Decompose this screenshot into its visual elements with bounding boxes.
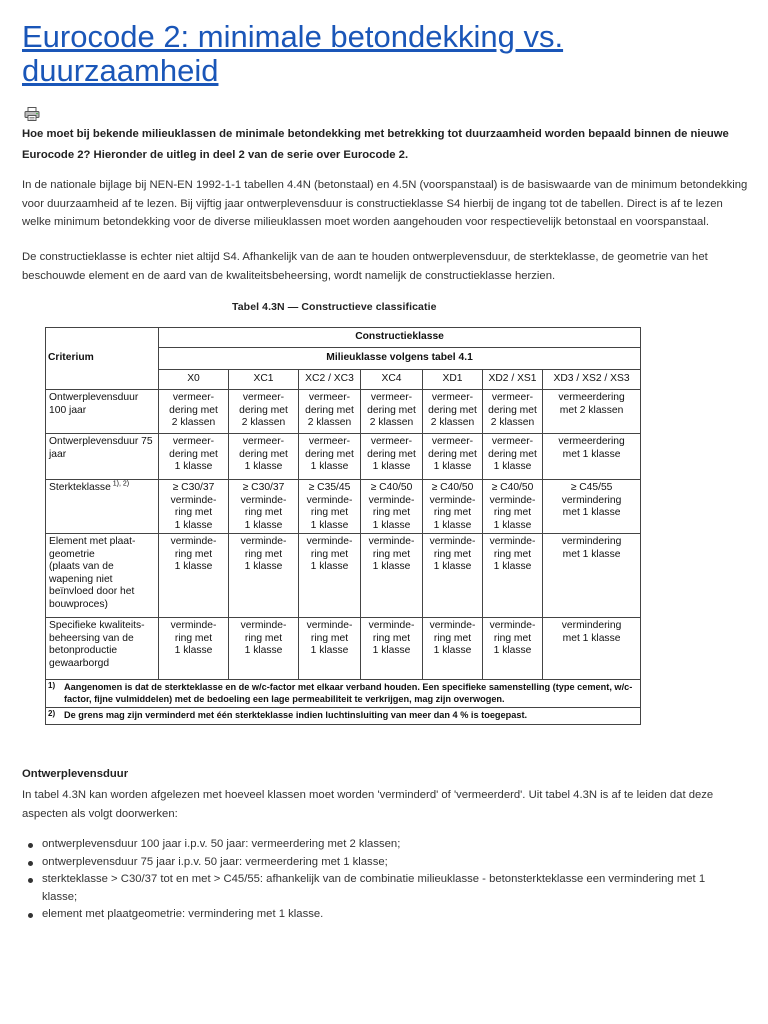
bullet-dot-icon <box>28 878 33 883</box>
table-caption: Tabel 4.3N — Constructieve classificatie <box>232 301 437 313</box>
table-cell: vermindering met 1 klasse <box>543 618 641 680</box>
table-cell: vermeer- dering met 2 klassen <box>159 390 229 434</box>
footnote-mark: 2) <box>48 709 56 718</box>
footnote-text: Aangenomen is dat de sterkteklasse en de w/c-factor met elkaar verband houden. Een specifieke samenstelling (type cement, w/c-factor, fijne vulmiddelen) met de bedoeling een lage permeabiliteit te verkrijgen, mag zijn overwogen. <box>64 682 633 704</box>
table-cell: verminde- ring met 1 klasse <box>483 618 543 680</box>
column-header-3: XC4 <box>361 370 423 390</box>
section-heading: Ontwerplevensduur <box>22 768 129 780</box>
bullet-dot-icon <box>28 861 33 866</box>
table-cell: verminde- ring met 1 klasse <box>361 534 423 618</box>
column-header-4: XD1 <box>423 370 483 390</box>
table-cell: vermeer- dering met 2 klassen <box>361 390 423 434</box>
row-label: Specifieke kwaliteits- beheersing van de betonproductie gewaarborgd <box>46 618 159 680</box>
table-cell: vermeer- dering met 2 klassen <box>299 390 361 434</box>
table-cell: vermeer- dering met 1 klasse <box>483 434 543 480</box>
table-cell: vermeer- dering met 2 klassen <box>423 390 483 434</box>
table-cell: vermeer- dering met 1 klasse <box>361 434 423 480</box>
paragraph-3: In tabel 4.3N kan worden afgelezen met hoeveel klassen moet worden 'verminderd' of 'vermeerderd'. Uit tabel 4.3N is af te leiden dat deze aspecten als volgt doorwerken: <box>22 789 714 820</box>
table-cell: ≥ C30/37 verminde- ring met 1 klasse <box>229 480 299 534</box>
table-cell: verminde- ring met 1 klasse <box>423 534 483 618</box>
table-cell: vermeer- dering met 2 klassen <box>229 390 299 434</box>
paragraph-1: In de nationale bijlage bij NEN-EN 1992-1-1 tabellen 4.4N (betonstaal) en 4.5N (voorspanstaal) is de basiswaarde van de minimum betondekking voor duurzaamheid af te lezen. Bij vijftig jaar ontwerplevensduur is constructieklasse S4 hierbij de ingang tot de tabellen. Direct is af te lezen welke minimum betondekking voor de diverse milieuklassen moet worden aangehouden voor respectievelijk betonstaal en voorspanstaal. <box>22 179 748 228</box>
column-header-1: XC1 <box>229 370 299 390</box>
table-row <box>46 434 641 480</box>
table-cell: ≥ C40/50 verminde- ring met 1 klasse <box>483 480 543 534</box>
table-cell: vermeerdering met 1 klasse <box>543 434 641 480</box>
list-item: ontwerplevensduur 100 jaar i.p.v. 50 jaar: vermeerdering met 2 klassen; <box>22 836 742 854</box>
table-cell: verminde- ring met 1 klasse <box>483 534 543 618</box>
table-cell: vermeer- dering met 1 klasse <box>159 434 229 480</box>
column-header-5: XD2 / XS1 <box>483 370 543 390</box>
row-label: Element met plaat- geometrie (plaats van de wapening niet beïnvloed door het bouwproces) <box>46 534 159 618</box>
column-header-2: XC2 / XC3 <box>299 370 361 390</box>
table-cell: ≥ C30/37 verminde- ring met 1 klasse <box>159 480 229 534</box>
table-cell: vermindering met 1 klasse <box>543 534 641 618</box>
table-cell: verminde- ring met 1 klasse <box>229 534 299 618</box>
table-cell: verminde- ring met 1 klasse <box>299 618 361 680</box>
table-row <box>46 390 641 434</box>
table-cell: verminde- ring met 1 klasse <box>159 618 229 680</box>
table-cell: verminde- ring met 1 klasse <box>299 534 361 618</box>
footnote-mark: 1) <box>48 681 56 690</box>
table-row <box>46 618 641 680</box>
table-footnote-2 <box>46 708 641 725</box>
list-item: sterkteklasse > C30/37 tot en met > C45/55: afhankelijk van de combinatie milieuklasse - betonsterkteklasse een vermindering met 1 klasse; <box>22 871 742 906</box>
article-title-link[interactable]: Eurocode 2: minimale betondekking vs. duurzaamheid <box>22 19 564 88</box>
list-item: element met plaatgeometrie: vermindering met 1 klasse. <box>22 906 742 924</box>
table-footnote-1 <box>46 680 641 708</box>
table-cell: vermeer- dering met 1 klasse <box>299 434 361 480</box>
list-item: ontwerplevensduur 75 jaar i.p.v. 50 jaar: vermeerdering met 1 klasse; <box>22 854 742 872</box>
table-row <box>46 480 641 534</box>
table-cell: ≥ C40/50 verminde- ring met 1 klasse <box>423 480 483 534</box>
table-cell: ≥ C45/55 vermindering met 1 klasse <box>543 480 641 534</box>
header-criterium: Criterium <box>46 328 159 390</box>
table-cell: vermeer- dering met 1 klasse <box>229 434 299 480</box>
classification-table <box>45 327 641 725</box>
table-cell: vermeer- dering met 2 klassen <box>483 390 543 434</box>
header-milieuklasse: Milieuklasse volgens tabel 4.1 <box>159 348 641 370</box>
bullet-dot-icon <box>28 913 33 918</box>
bullet-list <box>22 836 742 924</box>
row-label: Ontwerplevensduur 75 jaar <box>46 434 159 480</box>
bullet-dot-icon <box>28 843 33 848</box>
table-cell: ≥ C35/45 verminde- ring met 1 klasse <box>299 480 361 534</box>
row-label: Sterkteklasse $^{1), 2)}$ <box>46 480 159 534</box>
table-cell: verminde- ring met 1 klasse <box>159 534 229 618</box>
column-header-0: X0 <box>159 370 229 390</box>
footnote-text: De grens mag zijn verminderd met één sterkteklasse indien luchtinsluiting van meer dan 4 % is toegepast. <box>64 710 528 720</box>
lead-paragraph: Hoe moet bij bekende milieuklassen de minimale betondekking met betrekking tot duurzaamheid worden bepaald binnen de nieuwe Eurocode 2? Hieronder de uitleg in deel 2 van de serie over Eurocode 2. <box>22 128 729 161</box>
table-cell: verminde- ring met 1 klasse <box>361 618 423 680</box>
table-cell: verminde- ring met 1 klasse <box>229 618 299 680</box>
row-label: Ontwerplevensduur 100 jaar <box>46 390 159 434</box>
printer-icon[interactable] <box>24 107 40 121</box>
table-cell: verminde- ring met 1 klasse <box>423 618 483 680</box>
table-cell: vermeerdering met 2 klassen <box>543 390 641 434</box>
paragraph-2: De constructieklasse is echter niet altijd S4. Afhankelijk van de aan te houden ontwerplevensduur, de sterkteklasse, de geometrie van het beschouwde element en de aard van de kwaliteitsbeheersing, wordt namelijk de constructieklasse herzien. <box>22 251 708 282</box>
table-cell: vermeer- dering met 1 klasse <box>423 434 483 480</box>
column-header-6: XD3 / XS2 / XS3 <box>543 370 641 390</box>
table-cell: ≥ C40/50 verminde- ring met 1 klasse <box>361 480 423 534</box>
header-constructieklasse: Constructieklasse <box>159 328 641 348</box>
table-row <box>46 534 641 618</box>
